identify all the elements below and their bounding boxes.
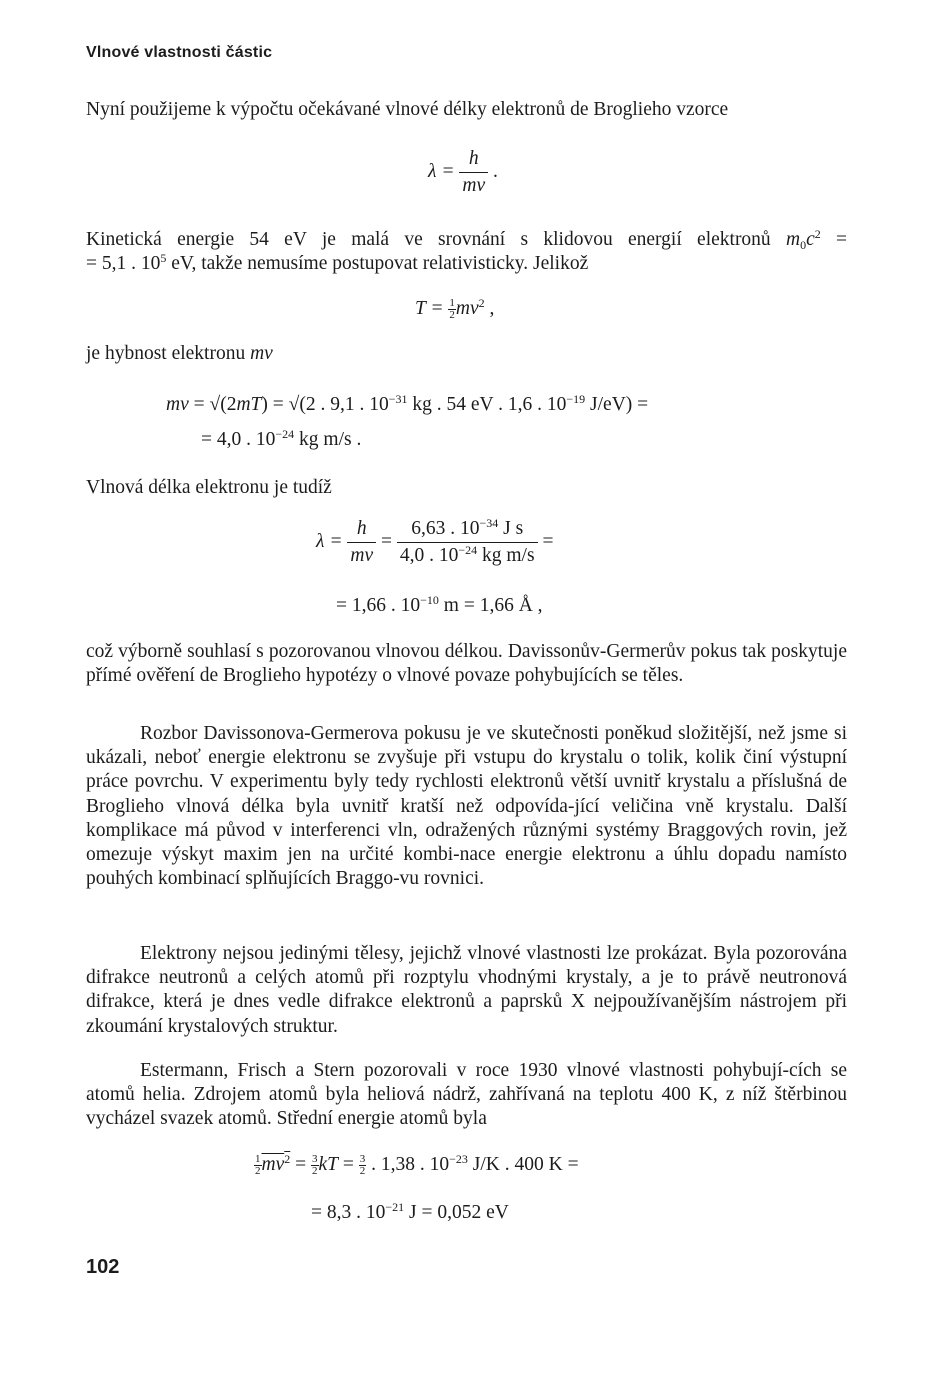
equation-momentum-line2 (201, 429, 361, 451)
paragraph-neutrons: Elektrony nejsou jedinými tělesy, jejichž vlnové vlastnosti lze prokázat. Byla pozorována difrakce neutronů a celých atomů při rozptylu vhodnými krystaly, a je to právě neutronová difrakce, která je dnes vedle difrakce elektronů a paprsků X nejpoužívanějším nástrojem při zkoumání krystalových struktur. (86, 943, 847, 1037)
equation-energy-line1 (254, 1154, 579, 1177)
eq5-tq2-num: 3 (359, 1153, 366, 1166)
p2-text-a: Kinetická energie 54 eV je malá ve srovnání s klidovou energií elektronů (86, 229, 786, 250)
eq5-c: . 1,38 . 10 (366, 1154, 450, 1175)
eq5-half-num: 1 (255, 1153, 261, 1166)
p2-c: c (806, 229, 815, 250)
eq4-num2 (397, 518, 538, 543)
p2-sup2: 2 (814, 227, 821, 241)
eq2-half-den: 2 (449, 309, 455, 322)
eq3-exp3: −24 (275, 427, 295, 441)
eq3-f: J/eV) = (585, 394, 649, 415)
eq5-tq-num: 3 (312, 1153, 318, 1166)
eq1-denominator: mv (462, 175, 486, 196)
eq3-line2-a: = 4,0 . 10 (201, 429, 276, 450)
eq2-mv: mv (455, 298, 479, 319)
eq4-fraction1 (347, 518, 376, 567)
paragraph-momentum (86, 342, 847, 366)
eq5-mean-kinetic (254, 1152, 291, 1178)
paragraph-wavelength-intro: Vlnová délka elektronu je tudíž (86, 477, 332, 498)
eq4-eqsign: = (380, 530, 392, 552)
eq5-half (254, 1154, 262, 1177)
eq3-d: ) = √(2 . 9,1 . 10 (261, 394, 389, 415)
eq2-half-num: 1 (449, 297, 455, 310)
equation-kinetic (415, 298, 494, 321)
eq4-line2-b: m = 1,66 Å , (438, 595, 543, 616)
p2-text-b: = (820, 229, 847, 250)
eq3-exp1: −31 (388, 392, 408, 406)
eq5-line2-exp: −21 (385, 1200, 405, 1214)
equation-wavelength-line1 (316, 518, 553, 567)
paragraph-helium: Estermann, Frisch a Stern pozorovali v roce 1930 vlnové vlastnosti pohybují-cích se atomů helia. Zdrojem atomů byla heliová nádrž, zahřívaná na teplotu 400 K, z níž štěrbinou vycházel svazek atomů. Střední energie atomů byla (86, 1060, 847, 1130)
eq4-num2-b: J s (498, 518, 524, 539)
eq5-line2-b: J = 0,052 eV (404, 1202, 509, 1223)
paragraph-agreement: což výborně souhlasí s pozorovanou vlnovou délkou. Davissonův-Germerův pokus tak poskytuje přímé ověření de Broglieho hypotézy o vlnové povaze pohybujících se těles. (86, 641, 847, 687)
eq3-e: kg . 54 eV . 1,6 . 10 (407, 394, 567, 415)
eq5-three-halves (311, 1154, 319, 1177)
paragraph-analysis: Rozbor Davissonova-Germerova pokusu je ve skutečnosti poněkud složitější, než jsme si ukázali, neboť energie elektronu se zvyšuje při vstupu do krystalu o tolik, kolik činí výstupní práce povrchu. V experimentu byly tedy rychlosti elektronů větší uvnitř krystalu a příslušná de Broglieho vlnová délka byla uvnitř kratší než odpovída-jící veličina vně krystalu. Další komplikace má původ v interferenci vln, odražených různými systémy Braggových rovin, jež omezuje výskyt maxim jen na určité kombi-nace energie elektronu a úhlu dopadu namísto pouhých kombinací splňujících Braggo-vu rovnici. (86, 723, 847, 890)
eq3-line2-b: kg m/s . (294, 429, 362, 450)
eq5-half-den: 2 (255, 1165, 261, 1178)
eq5-kT: kT (318, 1154, 338, 1175)
eq4-den2-a: 4,0 . 10 (399, 545, 459, 566)
p2-text-c: = 5,1 . 10 (86, 253, 161, 275)
equation-de-broglie (428, 148, 498, 197)
p2-m: m (785, 229, 801, 250)
equation-energy-line2 (311, 1202, 509, 1224)
eq2-lhs: T = (415, 298, 449, 319)
running-header: Vlnové vlastnosti částic (86, 44, 273, 61)
eq4-den2-b: kg m/s (477, 545, 535, 566)
eq4-tail: = (542, 530, 554, 552)
page-number: 102 (86, 1256, 120, 1278)
p2-sup5: 5 (160, 251, 167, 266)
eq3-exp2: −19 (566, 392, 586, 406)
p2-text-d: eV, takže nemusíme postupovat relativisticky. Jelikož (166, 253, 589, 275)
eq4-den2 (397, 543, 538, 567)
eq5-tq2-den: 2 (359, 1165, 366, 1178)
eq5-exp: −23 (449, 1152, 468, 1166)
p3-var: mv (250, 343, 273, 364)
eq1-lhs: λ = (428, 160, 455, 182)
eq4-fraction2 (397, 518, 538, 567)
p3-text: je hybnost elektronu (86, 343, 251, 364)
paragraph-kinetic-energy (86, 228, 847, 276)
p2-line2 (86, 252, 847, 276)
eq4-num1: h (347, 518, 376, 543)
eq4-num2-a: 6,63 . 10 (411, 518, 480, 539)
eq4-line2-exp: −10 (420, 593, 439, 607)
equation-wavelength-line2 (336, 595, 543, 617)
eq5-b: = (338, 1154, 359, 1175)
p2-sub0: 0 (800, 238, 807, 252)
eq2-tail: , (484, 298, 495, 319)
eq5-mv: mv (261, 1154, 285, 1175)
eq3-mv: mv (166, 394, 189, 415)
eq4-den1: mv (350, 545, 374, 566)
eq1-numerator: h (459, 148, 488, 173)
eq5-line2-a: = 8,3 . 10 (311, 1202, 386, 1223)
eq3-mT: mT (236, 394, 262, 415)
paragraph-intro: Nyní použijeme k výpočtu očekávané vlnové délky elektronů de Broglieho vzorce (86, 99, 729, 120)
eq2-sup: 2 (478, 296, 485, 310)
eq4-num2-exp: −34 (479, 516, 499, 530)
eq1-fraction (459, 148, 488, 197)
eq4-lhs: λ = (316, 530, 343, 552)
eq2-half (448, 298, 456, 321)
eq5-a: = (290, 1154, 311, 1175)
eq4-den2-exp: −24 (458, 543, 478, 557)
eq4-line2-a: = 1,66 . 10 (336, 595, 421, 616)
eq5-d: J/K . 400 K = (467, 1154, 579, 1175)
eq1-tail: . (492, 160, 498, 182)
eq3-b: = √(2 (188, 394, 237, 415)
eq5-tq-den: 2 (312, 1165, 318, 1178)
equation-momentum-line1 (166, 394, 648, 416)
p2-line1 (86, 228, 847, 252)
eq5-sup: 2 (284, 1152, 291, 1166)
